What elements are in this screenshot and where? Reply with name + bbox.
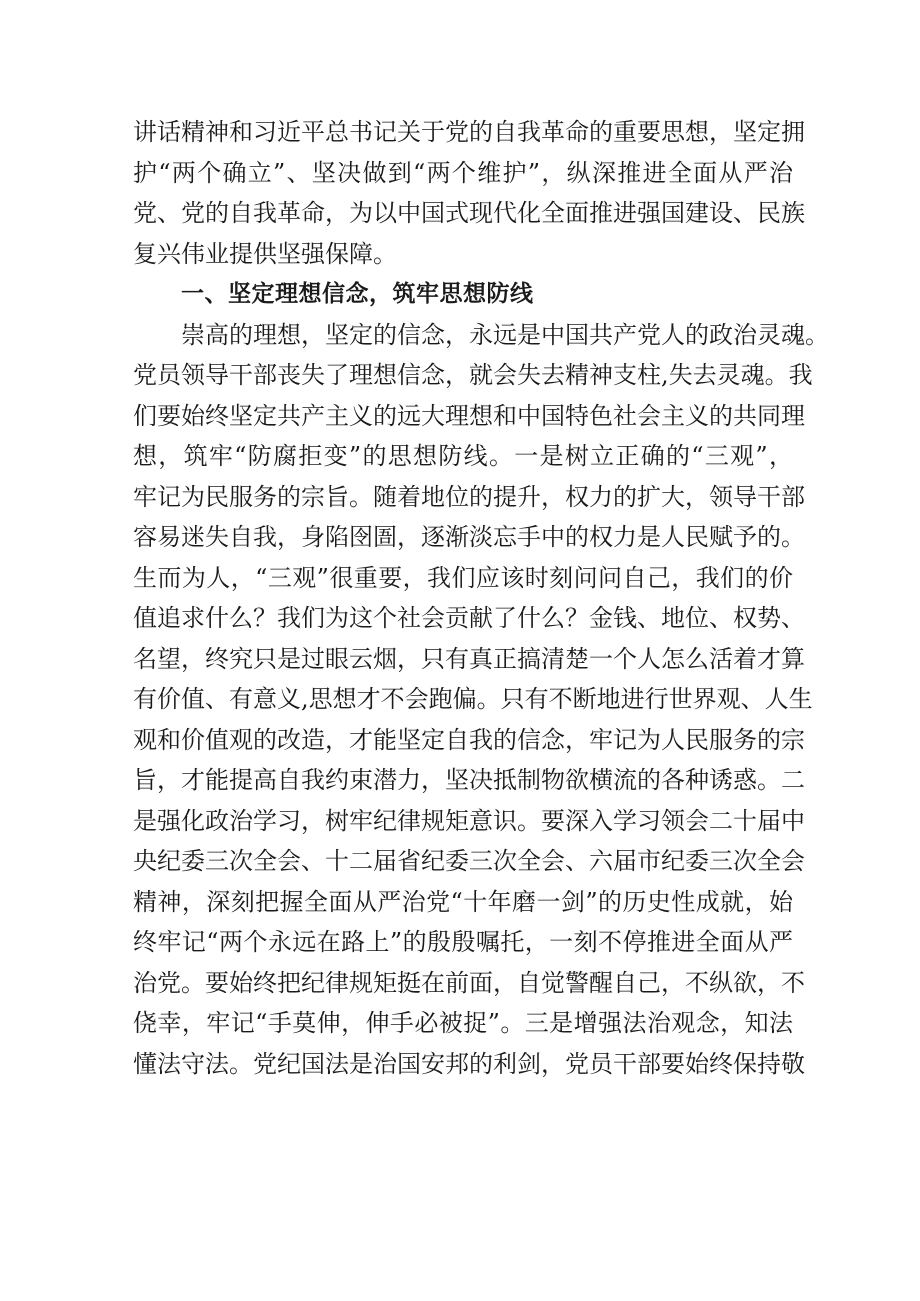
body-line: 观和价值观的改造，才能坚定自我的信念，牢记为人民服务的宗: [133, 725, 805, 754]
body-line: 旨，才能提高自我约束潜力，坚决抵制物欲横流的各种诱惑。二: [133, 766, 805, 794]
intro-line: 复兴伟业提供坚强保障。: [133, 239, 397, 268]
body-line: 是强化政治学习，树牢纪律规矩意识。要深入学习领会二十届中: [133, 806, 805, 835]
body-line: 牢记为民服务的宗旨。随着地位的提升，权力的扩大，领导干部: [133, 482, 805, 511]
document-body: [133, 112, 829, 1084]
section-heading: 一、坚定理想信念，筑牢思想防线: [181, 281, 534, 307]
body-line: 崇高的理想，坚定的信念，永远是中国共产党人的政治灵魂。: [181, 320, 829, 349]
body-line: 生而为人，“三观”很重要，我们应该时刻问问自己，我们的价: [133, 563, 793, 592]
body-line: 懂法守法。党纪国法是治国安邦的利剑，党员干部要始终保持敬: [133, 1049, 805, 1078]
body-line: 想，筑牢“防腐拒变”的思想防线。一是树立正确的“三观”，: [133, 442, 793, 470]
body-line: 精神，深刻把握全面从严治党“十年磨一剑”的历史性成就，始: [133, 887, 793, 916]
intro-line: 讲话精神和习近平总书记关于党的自我革命的重要思想，坚定拥: [133, 118, 805, 146]
body-line: 党员领导干部丧失了理想信念，就会失去精神支柱,失去灵魂。我: [133, 361, 813, 389]
body-line: 终牢记“两个永远在路上”的殷殷嘱托，一刻不停推进全面从严: [133, 928, 793, 956]
body-line: 容易迷失自我，身陷囹圄，逐渐淡忘手中的权力是人民赋予的。: [133, 523, 805, 551]
body-line: 值追求什么？我们为这个社会贡献了什么？金钱、地位、权势、: [133, 604, 805, 632]
body-line: 侥幸，牢记“手莫伸，伸手必被捉”。三是增强法治观念，知法: [133, 1009, 793, 1037]
intro-line: 党、党的自我革命，为以中国式现代化全面推进强国建设、民族: [133, 199, 805, 227]
body-line: 治党。要始终把纪律规矩挺在前面，自觉警醒自己，不纵欲，不: [133, 968, 805, 997]
body-line: 有价值、有意义,思想才不会跑偏。只有不断地进行世界观、人生: [133, 685, 813, 713]
body-line: 们要始终坚定共产主义的远大理想和中国特色社会主义的共同理: [133, 401, 805, 430]
intro-line: 护“两个确立”、坚决做到“两个维护”，纵深推进全面从严治: [133, 158, 793, 187]
body-line: 名望，终究只是过眼云烟，只有真正搞清楚一个人怎么活着才算: [133, 644, 805, 673]
body-line: 央纪委三次全会、十二届省纪委三次全会、六届市纪委三次全会: [133, 847, 805, 875]
